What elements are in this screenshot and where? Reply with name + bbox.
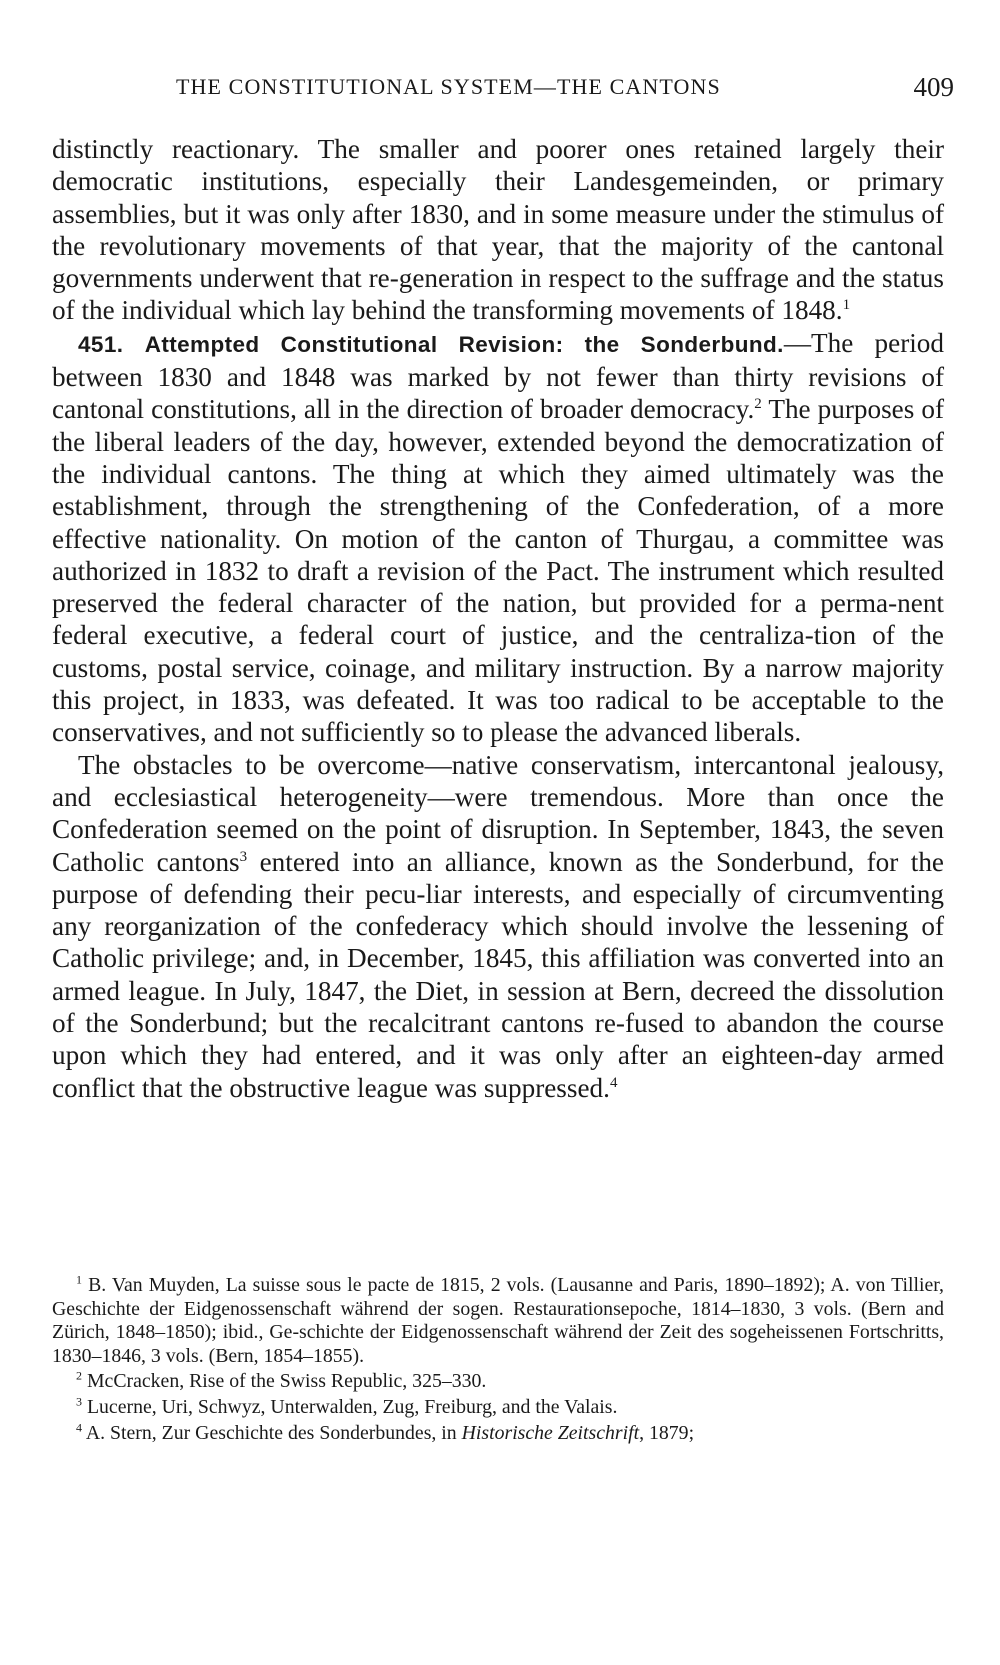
paragraph-text: entered into an alliance, known as the Sonderbund, for the purpose of defending their pecu-liar interests, and especially of circumventing any reorganization of the confederacy which should involve the lessening of Catholic privilege; and, in December, 1845, this affiliation was converted into an armed league. In July, 1847, the Diet, in session at Bern, decreed the dissolution of the Sonderbund; but the recalcitrant cantons re-fused to abandon the course upon which they had entered, and it was only after an eighteen-day armed conflict that the obstructive league was suppressed. — [52, 846, 944, 1103]
footnote — [52, 1419, 944, 1446]
paragraph-text: distinctly reactionary. The smaller and poorer ones retained largely their democratic institutions, especially their Landesgemeinden, or primary assemblies, but it was only after 1830, and in some measure under the stimulus of the revolutionary movements of that year, that the majority of the cantonal governments underwent that re-generation in respect to the suffrage and the status of the individual which lay behind the transforming movements of 1848. — [52, 134, 944, 326]
footnote-ref: 4 — [609, 1074, 618, 1091]
footnotes — [52, 1274, 944, 1447]
footnote-text: B. Van Muyden, La suisse sous le pacte de 1815, 2 vols. (Lausanne and Paris, 1890–1892); A. von Tillier, Geschichte der Eidgenossenschaft während der sogen. Restaurationsepoche, 1814–1830, 3 vols. (Bern and Zürich, 1848–1850); ibid., Ge-schichte der Eidgenossenschaft während der Zeit des sogeheissenen Fortschritts, 1830–1846, 3 vols. (Bern, 1854–1855). — [52, 1274, 944, 1367]
journal-title: Historische Zeitschrift — [461, 1421, 640, 1444]
footnote-ref: 1 — [842, 297, 851, 314]
paragraph-text: The purposes of the liberal leaders of the day, however, extended beyond the democratization of the individual cantons. The thing at which they aimed ultimately was the establishment, through the strengthening of the Confederation, of a more effective nationality. On motion of the canton of Thurgau, a committee was authorized in 1832 to draft a revision of the Pact. The instrument which resulted preserved the federal character of the nation, but provided for a perma-nent federal executive, a federal court of justice, and the centraliza-tion of the customs, postal service, coinage, and military instruction. By a narrow majority this project, in 1833, was defeated. It was too radical to be acceptable to the conservatives, and not sufficiently so to please the advanced liberals. — [52, 394, 944, 748]
page-header — [52, 72, 954, 114]
footnote-text: A. Stern, Zur Geschichte des Sonderbundes, in — [82, 1421, 462, 1444]
paragraph-text: —The period between 1830 and 1848 was marked by not fewer than thirty revisions of cantonal constitutions, all in the direction of broader democracy. — [52, 327, 944, 425]
footnote-mark: 2 — [76, 1368, 82, 1383]
footnote-mark: 3 — [76, 1394, 82, 1409]
footnote — [52, 1274, 944, 1368]
section-number: 451. — [78, 331, 124, 357]
footnote-ref: 2 — [754, 396, 762, 413]
footnote — [52, 1396, 944, 1420]
running-head: THE CONSTITUTIONAL SYSTEM—THE CANTONS — [176, 74, 721, 99]
footnote-text: Lucerne, Uri, Schwyz, Unterwalden, Zug, Freiburg, and the Valais. — [82, 1395, 618, 1418]
paragraph-continuation — [52, 133, 944, 327]
footnote-text: , 1879; — [639, 1421, 695, 1444]
footnote — [52, 1370, 944, 1394]
footnote-text: McCracken, Rise of the Swiss Republic, 325–330. — [82, 1370, 487, 1393]
section-title: Attempted Constitutional Revision: the Sonderbund. — [144, 331, 784, 357]
main-text — [52, 133, 944, 1104]
section-paragraph — [52, 327, 944, 749]
paragraph — [52, 749, 944, 1104]
page-number: 409 — [913, 72, 954, 102]
footnote-mark: 1 — [76, 1272, 82, 1287]
paragraph-text: The obstacles to be overcome—native conservatism, intercantonal jealousy, and ecclesiastical heterogeneity—were tremendous. More than once the Confederation seemed on the point of disruption. In September, 1843, the seven Catholic cantons — [52, 749, 944, 877]
footnote-ref: 3 — [239, 848, 248, 865]
footnote-mark: 4 — [76, 1419, 82, 1434]
